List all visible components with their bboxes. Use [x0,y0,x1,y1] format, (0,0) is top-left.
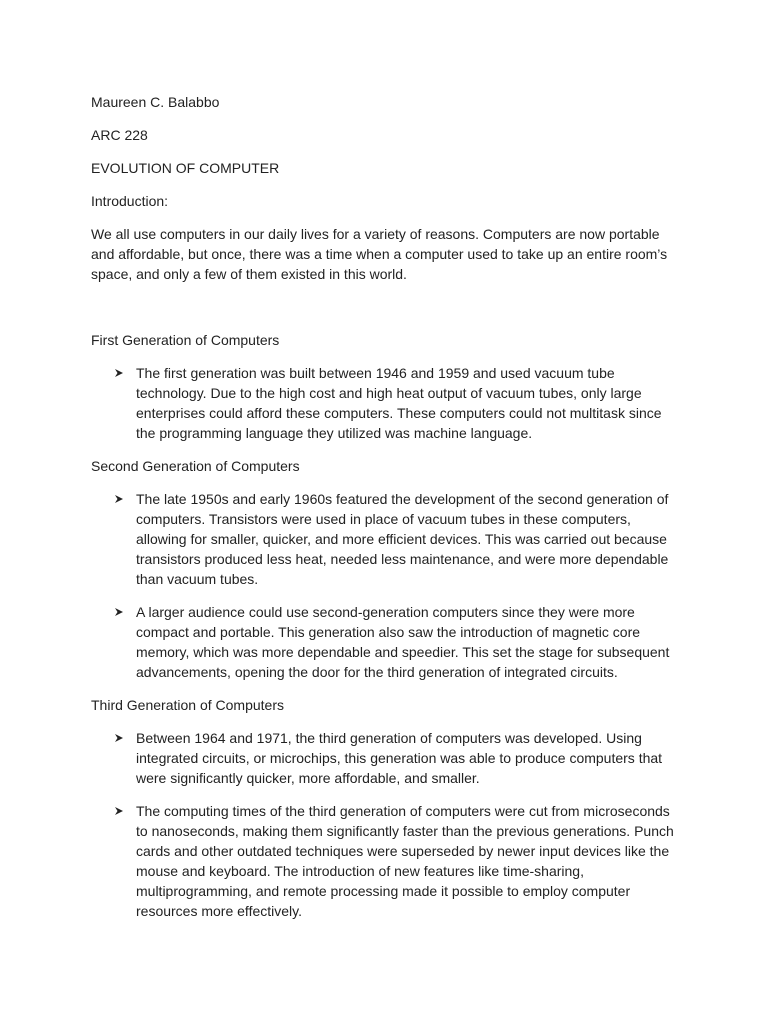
section-heading-third-generation: Third Generation of Computers [91,697,284,713]
arrow-bullet-icon [113,363,125,383]
bullet-list-second-generation [91,489,680,682]
section-heading-second-generation: Second Generation of Computers [91,458,300,474]
course-code: ARC 228 [91,127,148,143]
bullet-item [91,489,680,589]
bullet-text: The computing times of the third generation of computers were cut from microseconds to nanoseconds, making them significantly faster than the previous generations. Punch cards and other outdated techniques were superseded by newer input devices like the mouse and keyboard. The introduction of new features like time-sharing, multiprogramming, and remote processing made it possible to employ computer resources more effectively. [136,803,674,919]
bullet-text: The first generation was built between 1946 and 1959 and used vacuum tube technology. Due to the high cost and high heat output of vacuum tubes, only large enterprises could afford these computers. These computers could not multitask since the programming language they utilized was machine language. [136,365,662,441]
intro-paragraph: We all use computers in our daily lives for a variety of reasons. Computers are now portable and affordable, but once, there was a time when a computer used to take up an entire room’s space, and only a few of them existed in this world. [91,226,668,282]
arrow-bullet-icon [113,801,125,821]
section-heading-first-generation: First Generation of Computers [91,332,280,348]
bullet-list-third-generation [91,728,680,921]
bullet-text: Between 1964 and 1971, the third generation of computers was developed. Using integrated circuits, or microchips, this generation was able to produce computers that were significantly quicker, more affordable, and smaller. [136,730,663,786]
section-spacer [91,297,680,330]
intro-heading: Introduction: [91,193,169,209]
document-title: EVOLUTION OF COMPUTER [91,160,280,176]
bullet-item [91,363,680,443]
bullet-text: The late 1950s and early 1960s featured the development of the second generation of computers. Transistors were used in place of vacuum tubes in these computers, allowing for smaller, quicker, and more efficient devices. This was carried out because transistors produced less heat, needed less maintenance, and were more dependable than vacuum tubes. [136,491,669,587]
bullet-item [91,602,680,682]
arrow-bullet-icon [113,728,125,748]
arrow-bullet-icon [113,489,125,509]
bullet-item [91,728,680,788]
bullet-item [91,801,680,921]
bullet-list-first-generation [91,363,680,443]
author-name: Maureen C. Balabbo [91,94,220,110]
bullet-text: A larger audience could use second-generation computers since they were more compact and portable. This generation also saw the introduction of magnetic core memory, which was more dependable and speedier. This set the stage for subsequent advancements, opening the door for the third generation of integrated circuits. [136,604,670,680]
arrow-bullet-icon [113,602,125,622]
